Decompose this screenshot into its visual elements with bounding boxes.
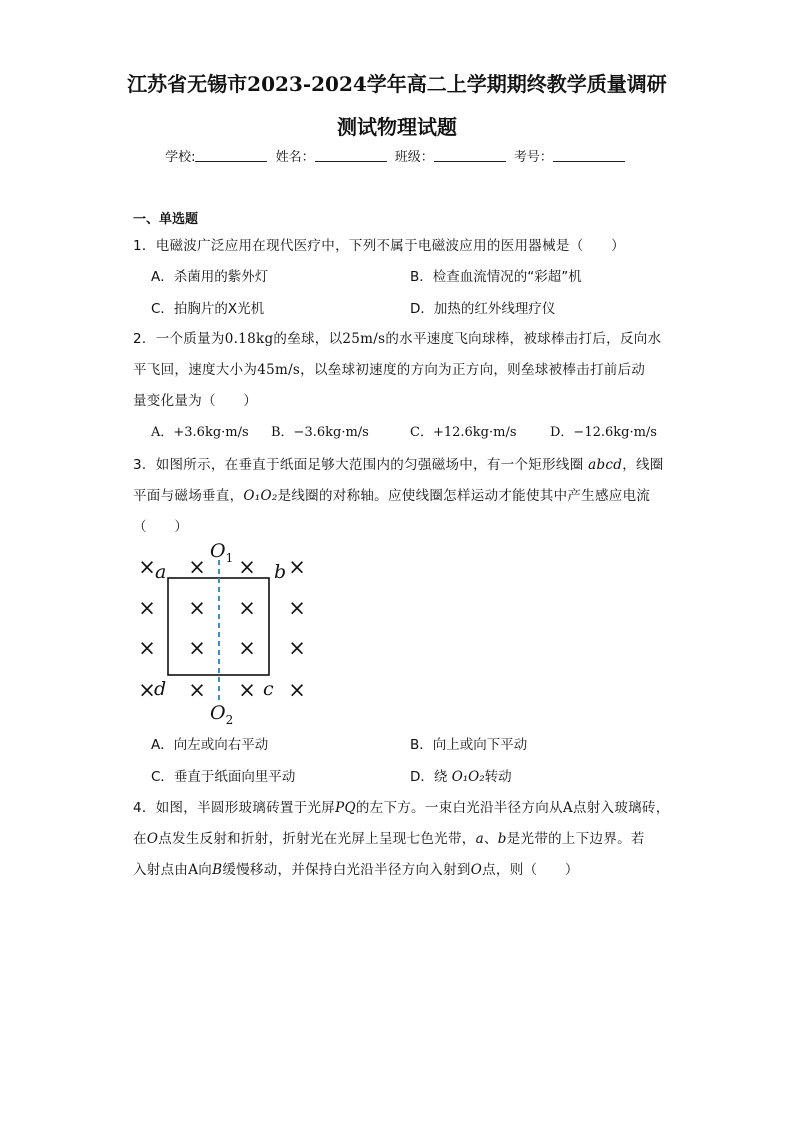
q2-text: 2．一个质量为 [133, 331, 225, 347]
field-cross: × [138, 636, 156, 660]
q4-point-O: O [146, 831, 159, 847]
q3-option-a: A．向左或向右平动 [151, 737, 269, 753]
q3-text: 3．如图所示，在垂直于纸面足够大范围内的匀强磁场中，有一个矩形线圈 [133, 457, 584, 473]
q3-stem-line2 [133, 484, 650, 504]
q3-magnetic-field-figure [130, 538, 320, 728]
field-cross: × [188, 636, 206, 660]
name-blank [315, 149, 387, 162]
q3-option-b: B．向上或向下平动 [410, 737, 528, 753]
q4-label-a: a [475, 831, 484, 847]
q2-velocity1: 25m/s [342, 331, 386, 347]
q2-option-b: B．−3.6kg·m/s [271, 425, 369, 440]
q1-option-d: D．加热的红外线理疗仪 [410, 301, 556, 317]
q2-mass: 0.18kg [224, 331, 274, 347]
q4-screen-label: PQ [335, 800, 356, 816]
q2-option-a: A．+3.6kg·m/s [151, 425, 249, 440]
q1-option-b: B．检查血流情况的“彩超”机 [410, 269, 582, 285]
q4-text: 点，则（ ） [482, 862, 579, 878]
field-cross: × [138, 555, 156, 579]
label-O2: $O_2$ [210, 702, 234, 727]
q4-text: 向 [198, 862, 213, 878]
q4-point-O: O [470, 862, 483, 878]
q4-stem-line2 [133, 827, 645, 847]
q2-stem-line3: 量变化量为（ ） [133, 393, 258, 409]
name-label: 姓名： [275, 150, 315, 165]
exam-title-line2: 测试物理试题 [337, 115, 457, 139]
q4-point-B: B [212, 862, 223, 878]
q2-text: 的垒球，以 [273, 331, 343, 347]
q1-stem: 1．电磁波广泛应用在现代医疗中，下列不属于电磁波应用的医用器械是（ ） [133, 238, 625, 254]
q3-coil-label: abcd [588, 457, 623, 473]
id-blank [553, 149, 625, 162]
q3-text: 是线圈的对称轴。应使线圈怎样运动才能使其中产生感应电流 [277, 488, 651, 504]
school-blank [195, 149, 267, 162]
q4-text: 在 [133, 831, 147, 847]
q3-stem-line3: （ ） [133, 519, 189, 535]
q2-option-c: C．+12.6kg·m/s [410, 425, 517, 440]
q3-option-d [410, 765, 512, 785]
field-cross: × [188, 678, 206, 702]
q1-option-a: A．杀菌用的紫外灯 [151, 269, 269, 285]
label-d: d [154, 678, 167, 700]
field-cross: × [238, 596, 256, 620]
field-cross: × [188, 555, 206, 579]
q3-option-d-text: 转动 [484, 769, 512, 785]
label-O1: $O_1$ [210, 540, 234, 565]
q4-text: 入射点由 [133, 862, 189, 878]
q4-point-A: A [562, 800, 573, 816]
q3-text: 平面与磁场垂直， [133, 488, 244, 504]
q2-text: 的水平速度飞向球棒，被球棒击打后，反向水 [385, 331, 662, 347]
q4-stem-line1 [133, 796, 670, 816]
class-label: 班级： [394, 150, 434, 165]
field-cross: × [288, 678, 306, 702]
q2-velocity2: 45m/s [257, 362, 301, 378]
q3-stem-line1 [133, 453, 664, 473]
q4-text: 点发生反射和折射，折射光在光屏上呈现七色光带， [158, 831, 476, 847]
label-a: a [155, 561, 167, 583]
exam-title-line1: 江苏省无锡市2023-2024学年高二上学期期终教学质量调研 [127, 72, 667, 96]
class-blank [434, 149, 506, 162]
q4-point-A: A [188, 862, 199, 878]
label-b: b [274, 561, 287, 583]
q4-text: 4．如图，半圆形玻璃砖置于光屏 [133, 800, 336, 816]
q2-stem-line1 [133, 327, 661, 347]
id-label: 考号： [513, 150, 553, 165]
q4-text: 是光带的上下边界。若 [506, 831, 645, 847]
q4-text: 缓慢移动，并保持白光沿半径方向入射到 [222, 862, 471, 878]
q2-text: 平飞回，速度大小为 [133, 362, 258, 378]
q3-option-d-axis: O₁O₂ [451, 769, 485, 785]
field-cross: × [238, 678, 256, 702]
q2-text: ，以垒球初速度的方向为正方向，则垒球被棒击打前后动 [300, 362, 646, 378]
q4-stem-line3 [133, 858, 579, 878]
field-cross: × [288, 555, 306, 579]
field-cross: × [138, 678, 156, 702]
section-heading: 一、单选题 [133, 212, 199, 227]
q3-option-c: C．垂直于纸面向里平动 [151, 769, 296, 785]
field-cross: × [238, 555, 256, 579]
q2-option-d: D．−12.6kg·m/s [550, 425, 657, 440]
q3-axis-label: O₁O₂ [243, 488, 278, 504]
field-cross: × [288, 636, 306, 660]
field-cross: × [138, 596, 156, 620]
q4-text: 点射入玻璃砖， [572, 800, 670, 816]
school-label: 学校: [165, 150, 196, 165]
label-c: c [263, 678, 274, 700]
field-cross: × [238, 636, 256, 660]
q3-option-d-text: D．绕 [410, 769, 448, 785]
q4-label-b: b [497, 831, 507, 847]
student-info-row [0, 146, 794, 165]
q1-option-c: C．拍胸片的X光机 [151, 301, 265, 317]
field-cross: × [288, 596, 306, 620]
q4-text: 的左下方。一束白光沿半径方向从 [355, 800, 563, 816]
q3-text: ，线圈 [622, 457, 664, 473]
q4-text: 、 [483, 831, 498, 847]
field-cross: × [188, 596, 206, 620]
q2-stem-line2 [133, 358, 645, 378]
